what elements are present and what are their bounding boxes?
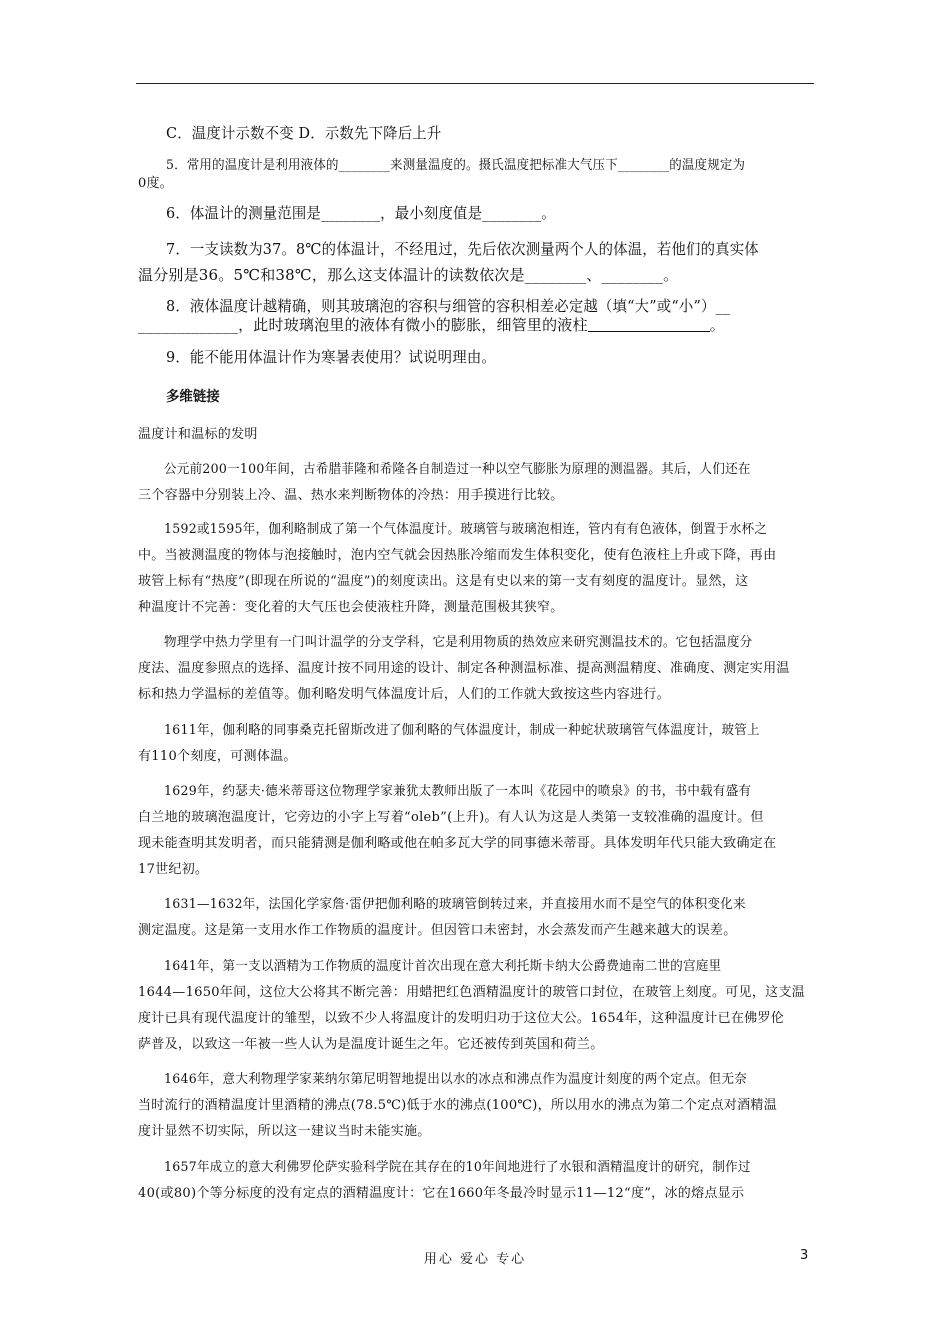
paragraph-line: 1646年，意大利物理学家莱纳尔第尼明智地提出以水的冰点和沸点作为温度计刻度的两个定点。但无奈 [164,1072,748,1087]
paragraph-line: 物理学中热力学里有一门叫计温学的分支学科，它是利用物质的热效应来研究测温技术的。它包括温度分 [164,635,753,650]
paragraph-line: 1641年，第一支以酒精为工作物质的温度计首次出现在意大利托斯卡纳大公爵费迪南二世的宫庭里 [164,959,722,974]
article-title: 温度计和温标的发明 [138,427,258,442]
paragraph-line: 公元前200一100年间，古希腊菲隆和希隆各自制造过一种以空气膨胀为原理的测温器。其后，人们还在 [164,462,751,477]
page-number: 3 [800,1248,809,1263]
question-7-line-1: 7．一支读数为37。8℃的体温计，不经甩过，先后依次测量两个人的体温，若他们的真实体 [166,240,759,258]
question-5-line-2: 0度。 [138,176,173,191]
question-9: 9．能不能用体温计作为寒暑表使用？试说明理由。 [166,348,496,366]
page-footer: 用心 爱心 专心 [423,1252,527,1267]
question-options-cd: C．温度计示数不变 D．示数先下降后上升 [166,124,442,142]
paragraph-line: 度计已具有现代温度计的雏型，以致不少人将温度计的发明归功于这位大公。1654年，这种温度计已在佛罗伦 [138,1011,785,1026]
question-5-line-1: 5．常用的温度计是利用液体的________来测量温度的。摄氏温度把标准大气压下________的温度规定为 [166,158,746,173]
question-7-line-2: 温分别是36。5℃和38℃，那么这支体温计的读数依次是________、________。 [138,266,679,284]
question-8-line-1: 8．液体温度计越精确，则其玻璃泡的容积与细管的容积相差必定越（填“大”或“小”）__ [166,297,731,315]
paragraph-line: 1629年，约瑟夫·德米蒂哥这位物理学家兼犹太教师出版了一本叫《花园中的喷泉》的书，书中载有盛有 [164,784,752,799]
answer-blank [588,317,710,332]
paragraph-line: 中。当被测温度的物体与泡接触时，泡内空气就会因热胀冷缩而发生体积变化，使有色液柱上升或下降，再由 [138,548,777,563]
paragraph-line: 1657年成立的意大利佛罗伦萨实验科学院在其存在的10年间地进行了水银和酒精温度计的研究，制作过 [164,1160,751,1175]
paragraph-line: 标和热力学温标的差值等。伽利略发明气体温度计后，人们的工作就大致按这些内容进行。 [138,687,671,702]
paragraph-line: 当时流行的酒精温度计里酒精的沸点(78.5℃)低于水的沸点(100℃)，所以用水的沸点为第二个定点对酒精温 [138,1098,778,1113]
question-8-line-2-end: 。 [709,316,725,334]
paragraph-line: 17世纪初。 [138,862,209,877]
question-8-line-2-text: _____________，此时玻璃泡里的液体有微小的膨胀，细管里的液柱 [138,316,588,334]
paragraph-line: 度计显然不切实际，所以这一建议当时未能实施。 [138,1124,431,1139]
paragraph-line: 有110个刻度，可测体温。 [138,749,297,764]
section-title: 多维链接 [166,389,220,405]
question-8-line-2 [138,314,818,335]
paragraph-line: 度法、温度参照点的选择、温度计按不同用途的设计、制定各种测温标准、提高测温精度、准确度、测定实用温 [138,661,790,676]
paragraph-line: 1611年，伽利略的同事桑克托留斯改进了伽利略的气体温度计，制成一种蛇状玻璃管气体温度计，玻管上 [164,723,760,738]
paragraph-line: 萨普及，以致这一年被一些人认为是温度计诞生之年。它还被传到英国和荷兰。 [138,1037,604,1052]
paragraph-line: 1631—1632年，法国化学家詹·雷伊把伽利略的玻璃管倒转过来，并直接用水而不是空气的体积变化来 [164,897,746,912]
paragraph-line: 白兰地的玻璃泡温度计，它旁边的小字上写着“oleb”(上升)。有人认为这是人类第一支较准确的温度计。但 [138,810,764,825]
paragraph-line: 测定温度。这是第一支用水作工作物质的温度计。但因管口未密封，水会蒸发而产生越来越大的误差。 [138,923,737,938]
paragraph-line: 种温度计不完善：变化着的大气压也会使液柱升降，测量范围极其狭窄。 [138,600,564,615]
paragraph-line: 1644—1650年间，这位大公将其不断完善：用蜡把红色酒精温度计的玻管口封位，在玻管上刻度。可见，这支温 [138,985,806,1000]
paragraph-line: 现未能查明其发明者，而只能猜测是伽利略或他在帕多瓦大学的同事德米蒂哥。具体发明年代只能大致确定在 [138,836,777,851]
paragraph-line: 玻管上标有“热度”(即现在所说的“温度”)的刻度读出。这是有史以来的第一支有刻度的温度计。显然，这 [138,574,749,589]
header-rule [136,83,814,84]
question-6: 6．体温计的测量范围是________，最小刻度值是________。 [166,204,556,222]
paragraph-line: 1592或1595年，伽利略制成了第一个气体温度计。玻璃管与玻璃泡相连，管内有有色液体，倒置于水杯之 [164,522,768,537]
paragraph-line: 三个容器中分别装上冷、温、热水来判断物体的冷热：用手摸进行比较。 [138,488,564,503]
paragraph-line: 40(或80)个等分标度的没有定点的酒精温度计：它在1660年冬最冷时显示11—12“度”，冰的熔点显示 [138,1186,745,1201]
